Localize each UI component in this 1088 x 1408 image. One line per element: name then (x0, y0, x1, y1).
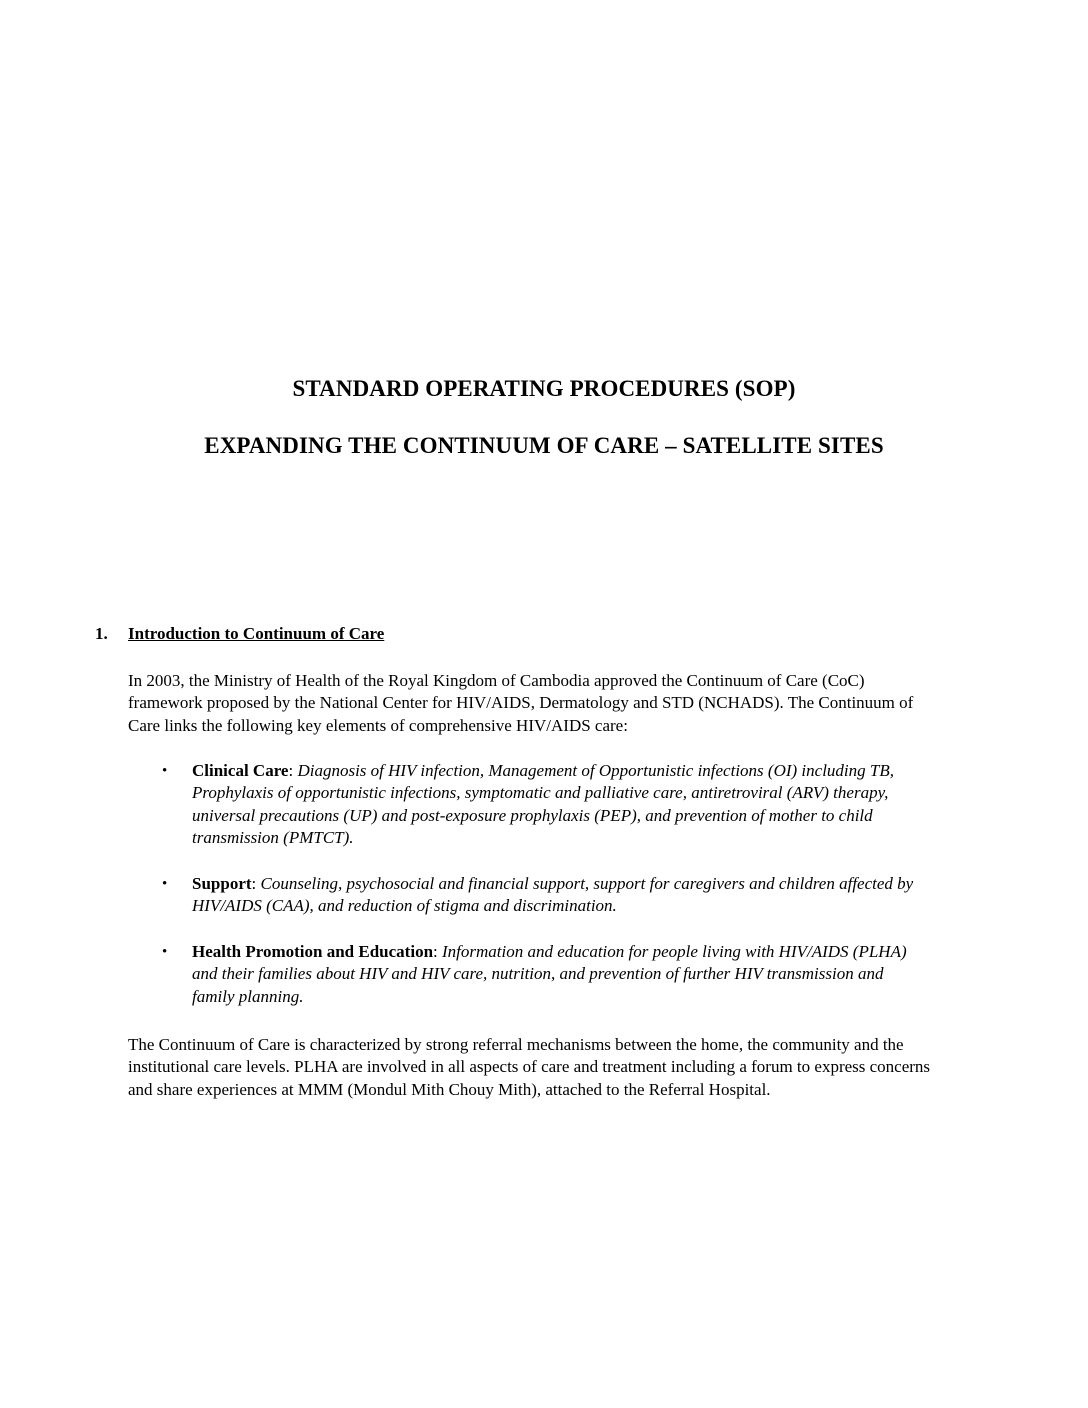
bullet-marker: • (162, 763, 168, 779)
list-item-clinical-care (128, 760, 928, 850)
list-item-health-promotion (128, 941, 928, 1008)
list-item-separator: : (251, 874, 261, 893)
bullet-marker: • (162, 876, 168, 892)
section-heading-text: Introduction to Continuum of Care (128, 624, 385, 643)
bullet-marker: • (162, 944, 168, 960)
section-number: 1. (95, 624, 108, 643)
list-item-term: Clinical Care (192, 761, 289, 780)
list-item-description: Diagnosis of HIV infection, Management of Opportunistic infections (OI) including TB, Prophylaxis of opportunistic infections, symptomatic and palliative care, antiretroviral (ARV) therapy, universal precautions (UP) and post-exposure prophylaxis (PEP), and prevention of mother to child transmission (PMTCT). (192, 761, 894, 848)
list-item-separator: : (288, 761, 298, 780)
list-item-term: Support (192, 874, 252, 893)
document-title: STANDARD OPERATING PROCEDURES (SOP) (292, 376, 796, 401)
list-item-support (128, 873, 928, 918)
intro-paragraph: In 2003, the Ministry of Health of the Royal Kingdom of Cambodia approved the Continuum of Care (CoC) framework proposed by the National Center for HIV/AIDS, Dermatology and STD (NCHADS). The Continuum of Care links the following key elements of comprehensive HIV/AIDS care: (128, 671, 914, 735)
closing-paragraph: The Continuum of Care is characterized by strong referral mechanisms between the home, the community and the institutional care levels. PLHA are involved in all aspects of care and treatment including a forum to express concerns and share experiences at MMM (Mondul Mith Chouy Mith), attached to the Referral Hospital. (128, 1035, 931, 1099)
list-item-description: Counseling, psychosocial and financial support, support for caregivers and children affected by HIV/AIDS (CAA), and reduction of stigma and discrimination. (192, 874, 914, 916)
section-heading (95, 624, 384, 644)
document-subtitle: EXPANDING THE CONTINUUM OF CARE – SATELLITE SITES (204, 433, 884, 458)
list-item-term: Health Promotion and Education (192, 942, 434, 961)
list-item-separator: : (433, 942, 443, 961)
list-item-description: Information and education for people living with HIV/AIDS (PLHA) and their families about HIV and HIV care, nutrition, and prevention of further HIV transmission and family planning. (192, 942, 907, 1006)
